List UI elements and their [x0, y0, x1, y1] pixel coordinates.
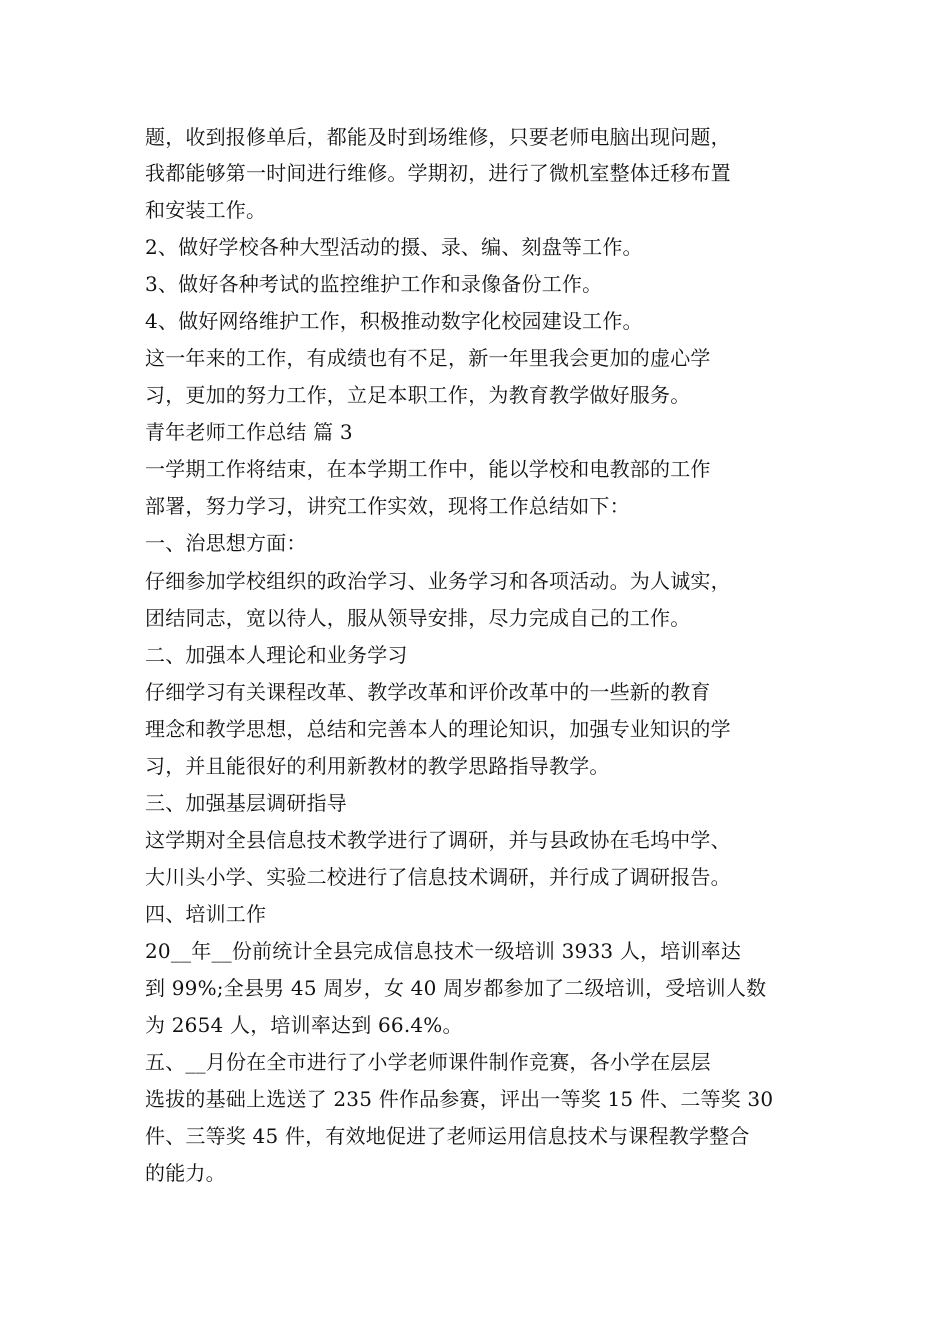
text-line: 部署，努力学习，讲究工作实效，现将工作总结如下：: [145, 494, 630, 518]
text-line: 仔细参加学校组织的政治学习、业务学习和各项活动。为人诚实，: [145, 569, 731, 593]
text-line: 一学期工作将结束，在本学期工作中，能以学校和电教部的工作: [145, 457, 711, 481]
text-line: 五、__月份在全市进行了小学老师课件制作竞赛，各小学在层层: [145, 1050, 711, 1074]
text-line: 的能力。: [145, 1161, 226, 1185]
text-line: 选拔的基础上选送了 235 件作品参赛，评出一等奖 15 件、二等奖 30: [145, 1087, 774, 1111]
text-line: 习，并且能很好的利用新教材的教学思路指导教学。: [145, 754, 610, 778]
text-line: 理念和教学思想，总结和完善本人的理论知识，加强专业知识的学: [145, 717, 731, 741]
section-title: 青年老师工作总结 篇 3: [145, 420, 353, 444]
section-heading: 三、加强基层调研指导: [145, 791, 347, 815]
text-line: 这学期对全县信息技术教学进行了调研，并与县政协在毛坞中学、: [145, 828, 731, 852]
list-item: 2、做好学校各种大型活动的摄、录、编、刻盘等工作。: [145, 235, 643, 259]
text-line: 20__年__份前统计全县完成信息技术一级培训 3933 人，培训率达: [145, 939, 742, 963]
text-line: 团结同志，宽以待人，服从领导安排，尽力完成自己的工作。: [145, 606, 691, 630]
section-heading: 一、治思想方面：: [145, 531, 307, 555]
text-line: 仔细学习有关课程改革、教学改革和评价改革中的一些新的教育: [145, 680, 711, 704]
text-line: 这一年来的工作，有成绩也有不足，新一年里我会更加的虚心学: [145, 346, 711, 370]
text-line: 和安装工作。: [145, 198, 267, 222]
text-line: 习，更加的努力工作，立足本职工作，为教育教学做好服务。: [145, 383, 691, 407]
text-line: 为 2654 人，培训率达到 66.4%。: [145, 1013, 463, 1037]
text-line: 我都能够第一时间进行维修。学期初，进行了微机室整体迁移布置: [145, 161, 731, 185]
text-line: 题，收到报修单后，都能及时到场维修，只要老师电脑出现问题，: [145, 125, 731, 149]
text-line: 到 99%;全县男 45 周岁，女 40 周岁都参加了二级培训，受培训人数: [145, 976, 767, 1000]
list-item: 4、做好网络维护工作，积极推动数字化校园建设工作。: [145, 309, 643, 333]
list-item: 3、做好各种考试的监控维护工作和录像备份工作。: [145, 272, 603, 296]
text-line: 大川头小学、实验二校进行了信息技术调研，并行成了调研报告。: [145, 865, 731, 889]
text-line: 件、三等奖 45 件，有效地促进了老师运用信息技术与课程教学整合: [145, 1124, 750, 1148]
section-heading: 四、培训工作: [145, 902, 267, 926]
section-heading: 二、加强本人理论和业务学习: [145, 643, 408, 667]
